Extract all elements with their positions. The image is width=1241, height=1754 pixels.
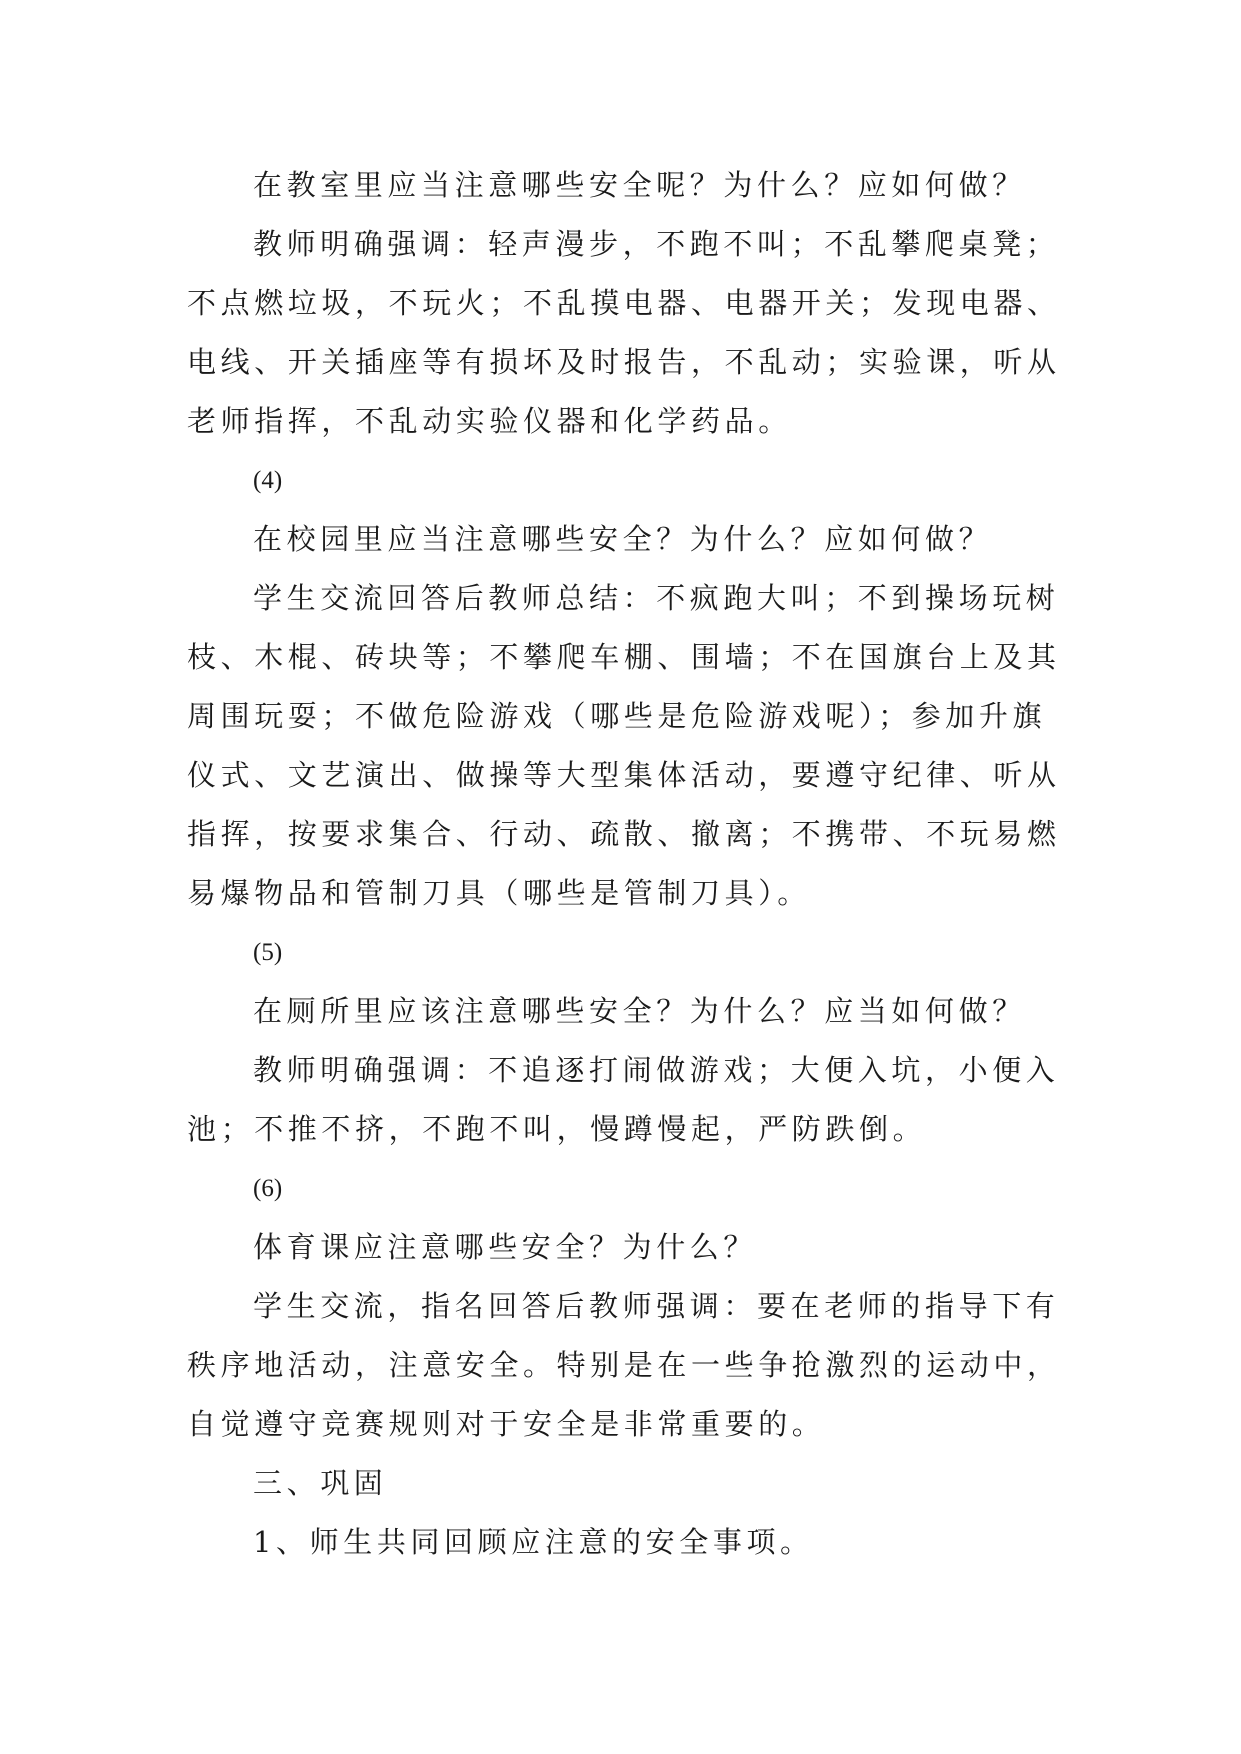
paragraph-campus-question: 在校园里应当注意哪些安全？为什么？应如何做？	[253, 522, 993, 556]
paragraph-campus-answer: 学生交流回答后教师总结：不疯跑大叫；不到操场玩树枝、木棍、砖块等；不攀爬车棚、围墙；不在国旗台上及其周围玩耍；不做危险游戏（哪些是危险游戏呢）；参加升旗仪式、文艺演出、做操等大型集体活动，要遵守纪律、听从指挥，按要求集合、行动、疏散、撤离；不携带、不玩易燃易爆物品和管制刀具（哪些是管制刀具）。	[187, 581, 1061, 910]
paragraph-toilet-question: 在厕所里应该注意哪些安全？为什么？应当如何做？	[253, 994, 1026, 1028]
section-heading-consolidate: 三、巩固	[253, 1466, 388, 1500]
paragraph-review: 1、师生共同回顾应注意的安全事项。	[253, 1525, 814, 1559]
document-page	[187, 156, 1067, 1572]
section-marker-6: (6)	[253, 1175, 283, 1202]
paragraph-classroom-question: 在教室里应当注意哪些安全呢？为什么？应如何做？	[253, 168, 1026, 202]
section-marker-4: (4)	[253, 467, 283, 494]
section-marker-5: (5)	[253, 939, 283, 966]
paragraph-toilet-answer: 教师明确强调：不追逐打闹做游戏；大便入坑，小便入池；不推不挤，不跑不叫，慢蹲慢起，严防跌倒。	[187, 1053, 1060, 1146]
paragraph-classroom-answer: 教师明确强调：轻声漫步，不跑不叫；不乱攀爬桌凳；不点燃垃圾，不玩火；不乱摸电器、电器开关；发现电器、电线、开关插座等有损坏及时报告，不乱动；实验课，听从老师指挥，不乱动实验仪器和化学药品。	[187, 227, 1061, 438]
paragraph-pe-answer: 学生交流，指名回答后教师强调：要在老师的指导下有秩序地活动，注意安全。特别是在一些争抢激烈的运动中，自觉遵守竞赛规则对于安全是非常重要的。	[187, 1289, 1061, 1441]
paragraph-pe-question: 体育课应注意哪些安全？为什么？	[253, 1230, 758, 1264]
